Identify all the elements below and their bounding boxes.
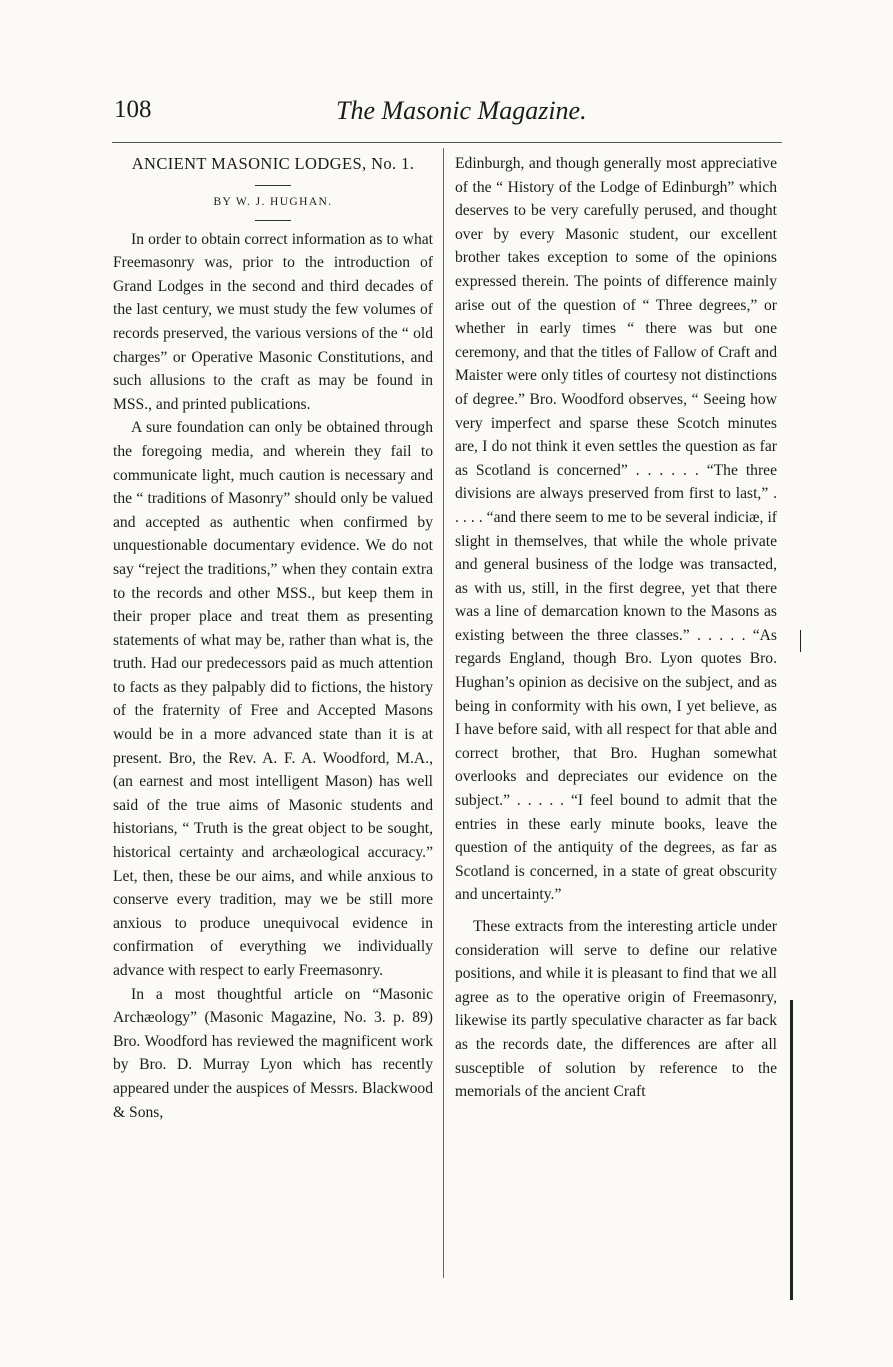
column-divider <box>443 148 444 1278</box>
paragraph: A sure foundation can only be obtained through the foregoing media, and wherein they fail to communicate light, much caution is necessary and the “ traditions of Masonry” should only be valued and accepted as authentic when confirmed by unquestionable documentary evidence. We do not say “reject the traditions,” when they contain extra to the records and other MSS., but keep them in their proper place and treat them as presenting statements of what may be, rather than what is, the truth. Had our predecessors paid as much attention to facts as they palpably did to fictions, the history of the fraternity of Free and Accepted Masons would be in a more advanced state than it is at present. Bro, the Rev. A. F. A. Woodford, M.A., (an earnest and most intelligent Mason) has well said of the true aims of Masonic students and historians, “ Truth is the great object to be sought, historical certainty and archæological accuracy.” Let, then, these be our aims, and while anxious to conserve every tradition, may we be still more anxious to produce unequivocal evidence in confirmation of everything we individually advance with respect to early Freemasonry. <box>113 419 433 979</box>
paragraph-gap <box>455 907 777 915</box>
paragraph: In a most thoughtful article on “Masonic Archæology” (Masonic Magazine, No. 3. p. 89) Bro. Woodford has reviewed the magnificent work by Bro. D. Murray Lyon which has recently appeared under the auspices of Messrs. Blackwood & Sons, <box>113 985 433 1121</box>
page-header <box>114 96 780 136</box>
margin-mark <box>790 1000 793 1300</box>
paragraph: These extracts from the interesting article under consideration will serve to define our relative positions, and while it is pleasant to find that we all agree as to the operative origin of Freemasonry, likewise its partly speculative character as far back as the records date, the differences are after all susceptible of solution by reference to the memorials of the ancient Craft <box>455 918 777 1101</box>
article-title: ANCIENT MASONIC LODGES, No. 1. <box>131 154 415 173</box>
title-rule <box>255 185 291 186</box>
article-byline: BY W. J. HUGHAN. <box>213 195 333 208</box>
byline-rule <box>255 220 291 221</box>
margin-mark-small <box>800 630 801 652</box>
page-number: 108 <box>114 96 152 123</box>
running-title: The Masonic Magazine. <box>336 96 587 125</box>
paragraph: Edinburgh, and though generally most appreciative of the “ History of the Lodge of Edinburgh” which deserves to be very carefully perused, and thought over by every Masonic student, our excellent brother takes exception to some of the opinions expressed therein. The points of difference mainly arise out of the question of “ Three degrees,” or whether in early times “ there was but one ceremony, and that the titles of Fallow of Craft and Maister were only titles of courtesy not distinctions of degree.” Bro. Woodford observes, “ Seeing how very imperfect and sparse these Scotch minutes are, I do not think it even settles the question as far as Scotland is concerned” . . . . . . “The three divisions are always preserved from first to last,” . . . . . “and there seem to me to be several indiciæ, if slight in themselves, that while the whole private and general business of the lodge was transacted, as with us, still, in the first degree, yet that there was a line of demarcation known to the Masons as existing between the three classes.” . . . . . “As regards England, though Bro. Lyon quotes Bro. Hughan’s opinion as decisive on the subject, and as being in conformity with his own, I yet believe, as I have before said, with all respect for that able and correct brother, that Bro. Hughan somewhat overlooks and depreciates our evidence on the subject.” . . . . . “I feel bound to admit that the entries in these early minute books, leave the question of the antiquity of the degrees, as far as Scotland is concerned, in a state of great obscurity and uncertainty.” <box>455 155 777 904</box>
right-column <box>455 152 777 1104</box>
left-column <box>113 152 433 1124</box>
paragraph: In order to obtain correct information as to what Freemasonry was, prior to the introduction of Grand Lodges in the second and third decades of the last century, we must study the few volumes of records preserved, the various versions of the “ old charges” or Operative Masonic Constitutions, and such allusions to the craft as may be found in MSS., and printed publications. <box>113 230 433 413</box>
header-rule <box>112 142 782 143</box>
